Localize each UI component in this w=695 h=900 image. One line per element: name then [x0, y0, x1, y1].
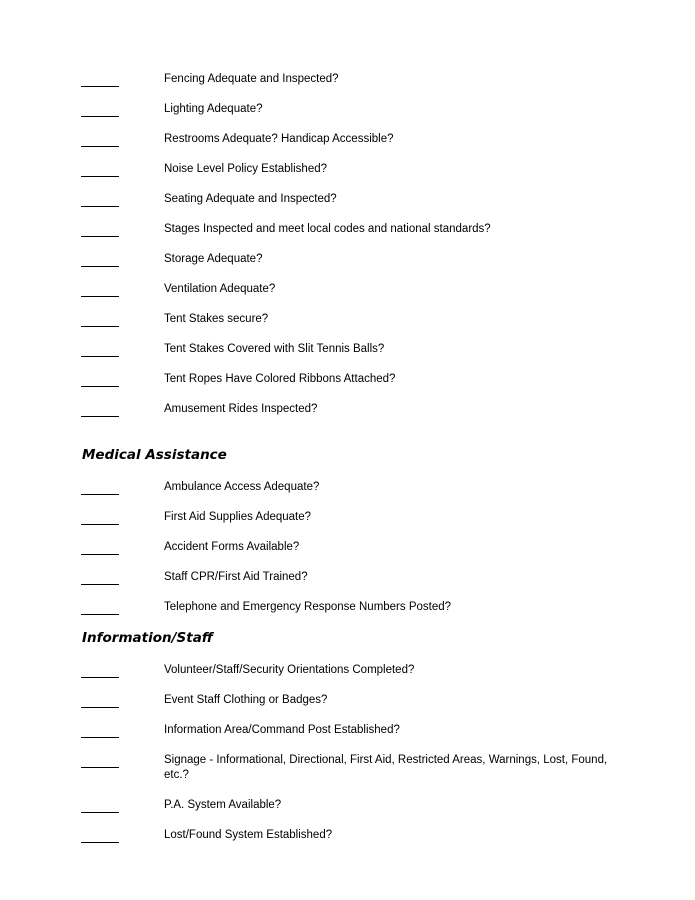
check-blank-field[interactable]	[81, 162, 119, 177]
check-blank-field[interactable]	[81, 252, 119, 267]
check-blank-field[interactable]	[81, 282, 119, 297]
check-blank-field[interactable]	[81, 192, 119, 207]
checklist-item-label: Noise Level Policy Established?	[164, 163, 328, 175]
check-blank-field[interactable]	[81, 222, 119, 237]
checklist-item-label: Amusement Rides Inspected?	[164, 403, 318, 415]
checklist-item-label: Ambulance Access Adequate?	[164, 481, 320, 493]
checklist-item-label: Tent Stakes secure?	[164, 313, 269, 325]
section-heading-information: Information/Staff	[82, 630, 214, 646]
check-blank-field[interactable]	[81, 102, 119, 117]
checklist-item-label: Ventilation Adequate?	[164, 283, 276, 295]
checklist-item-label: Tent Stakes Covered with Slit Tennis Balls?	[164, 343, 385, 355]
checklist-item-label: Tent Ropes Have Colored Ribbons Attached?	[164, 373, 396, 385]
check-blank-field[interactable]	[81, 312, 119, 327]
check-blank-field[interactable]	[81, 540, 119, 555]
checklist-item-label: Seating Adequate and Inspected?	[164, 193, 337, 205]
check-blank-field[interactable]	[81, 480, 119, 495]
check-blank-field[interactable]	[81, 753, 119, 768]
checklist-item-label: First Aid Supplies Adequate?	[164, 511, 312, 523]
check-blank-field[interactable]	[81, 372, 119, 387]
checklist-item-label: Staff CPR/First Aid Trained?	[164, 571, 308, 583]
checklist-item-label: Stages Inspected and meet local codes and national standards?	[164, 223, 491, 235]
checklist-item-label: Lost/Found System Established?	[164, 829, 333, 841]
checklist-item-label: Event Staff Clothing or Badges?	[164, 694, 328, 706]
check-blank-field[interactable]	[81, 693, 119, 708]
checklist-item-label: Signage - Informational, Directional, First Aid, Restricted Areas, Warnings, Lost, Found, etc.?	[164, 754, 608, 781]
checklist-item-label: Fencing Adequate and Inspected?	[164, 73, 339, 85]
check-blank-field[interactable]	[81, 798, 119, 813]
checklist-item-label: Storage Adequate?	[164, 253, 263, 265]
check-blank-field[interactable]	[81, 510, 119, 525]
check-blank-field[interactable]	[81, 600, 119, 615]
section-heading-medical: Medical Assistance	[82, 447, 227, 463]
check-blank-field[interactable]	[81, 570, 119, 585]
checklist-item-label: Restrooms Adequate? Handicap Accessible?	[164, 133, 394, 145]
check-blank-field[interactable]	[81, 402, 119, 417]
check-blank-field[interactable]	[81, 132, 119, 147]
checklist-item-label: Telephone and Emergency Response Numbers Posted?	[164, 601, 452, 613]
checklist-item-label: P.A. System Available?	[164, 799, 282, 811]
check-blank-field[interactable]	[81, 828, 119, 843]
check-blank-field[interactable]	[81, 663, 119, 678]
check-blank-field[interactable]	[81, 342, 119, 357]
checklist-item-label: Information Area/Command Post Established?	[164, 724, 400, 736]
checklist-item-label: Accident Forms Available?	[164, 541, 300, 553]
checklist-item-label: Volunteer/Staff/Security Orientations Completed?	[164, 664, 415, 676]
check-blank-field[interactable]	[81, 72, 119, 87]
check-blank-field[interactable]	[81, 723, 119, 738]
checklist-item-label: Lighting Adequate?	[164, 103, 263, 115]
